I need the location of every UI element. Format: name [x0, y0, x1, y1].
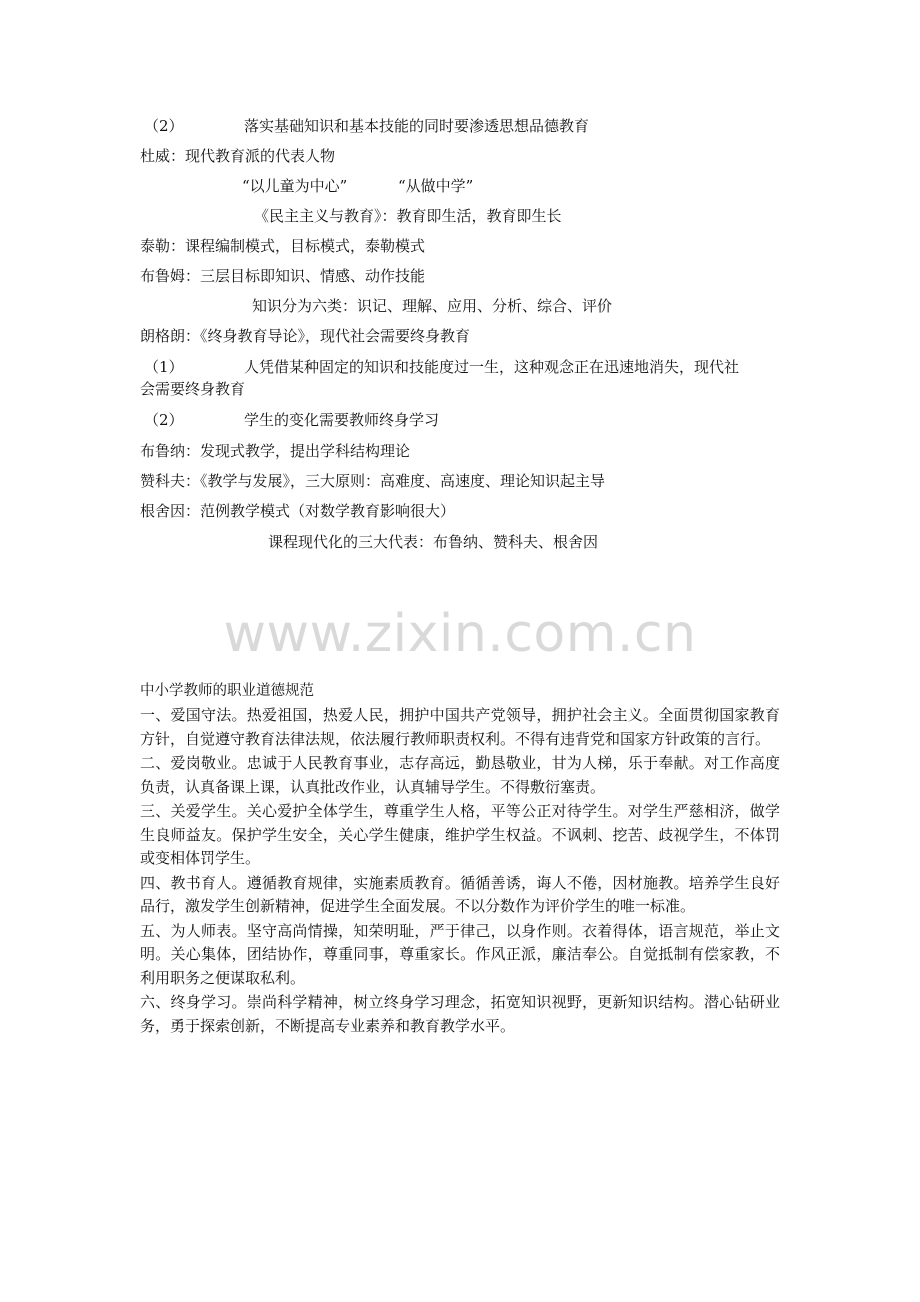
tyler-line: 泰勒：课程编制模式，目标模式，泰勒模式 — [140, 237, 426, 255]
lengrand-point-2-number: （2） — [144, 411, 184, 429]
code-item-teaching-and-educating: 四、教书育人。遵循教育规律，实施素质教育。循循善诱，诲人不倦，因材施教。培养学生良好品行，激发学生创新精神，促进学生全面发展。不以分数作为评价学生的唯一标准。 — [140, 873, 780, 915]
teacher-code-section — [140, 680, 780, 1039]
code-item-care-for-students: 三、关爱学生。关心爱护全体学生，尊重学生人格，平等公正对待学生。对学生严慈相济，做学生良师益友。保护学生安全，关心学生健康，维护学生权益。不讽刺、挖苦、歧视学生，不体罚或变相体罚学生。 — [140, 802, 780, 867]
section-heading: 中小学教师的职业道德规范 — [140, 683, 314, 699]
lengrand-point-1-text: 人凭借某种固定的知识和技能度过一生，这种观念正在迅速地消失，现代社 — [244, 358, 740, 376]
bloom-knowledge-line: 知识分为六类：识记、理解、应用、分析、综合、评价 — [252, 297, 613, 315]
watermark: www.zixin.com.cn — [223, 604, 697, 664]
lengrand-line: 朗格朗：《终身教育导论》，现代社会需要终身教育 — [140, 327, 471, 345]
dewey-slogan-child-centered: “以儿童为中心” — [242, 177, 348, 195]
point-2-text: 落实基础知识和基本技能的同时要渗透思想品德教育 — [244, 117, 590, 135]
code-item-role-model: 五、为人师表。坚守高尚情操，知荣明耻，严于律己，以身作则。衣着得体，语言规范，举止文明。关心集体，团结协作，尊重同事，尊重家长。作风正派，廉洁奉公。自觉抵制有偿家教，不利用职务之便谋取私利。 — [140, 921, 780, 987]
code-item-patriotic: 一、爱国守法。热爱祖国，热爱人民，拥护中国共产党领导，拥护社会主义。全面贯彻国家教育方针，自觉遵守教育法律法规，依法履行教师职责权利。不得有违背党和国家方针政策的言行。 — [140, 706, 780, 748]
curriculum-modernization-line: 课程现代化的三大代表：布鲁纳、赞科夫、根舍因 — [268, 533, 599, 551]
code-item-dedication: 二、爱岗敬业。忠诚于人民教育事业，志存高远，勤恳敬业，甘为人梯，乐于奉献。对工作高度负责，认真备课上课，认真批改作业，认真辅导学生。不得敷衍塞责。 — [140, 754, 780, 796]
bloom-line: 布鲁姆：三层目标即知识、情感、动作技能 — [140, 267, 426, 285]
dewey-slogan-learning-by-doing: “从做中学” — [398, 177, 474, 195]
point-2-number: （2） — [144, 117, 184, 135]
code-item-lifelong-learning: 六、终身学习。崇尚科学精神，树立终身学习理念，拓宽知识视野，更新知识结构。潜心钻研业务，勇于探索创新，不断提高专业素养和教育教学水平。 — [140, 993, 780, 1035]
bruner-line: 布鲁纳：发现式教学，提出学科结构理论 — [140, 442, 411, 460]
lengrand-point-1-number: （1） — [144, 358, 184, 376]
lengrand-point-2-text: 学生的变化需要教师终身学习 — [244, 411, 440, 429]
lengrand-point-1-continued: 会需要终身教育 — [140, 380, 246, 398]
dewey-book-line: 《民主主义与教育》：教育即生活，教育即生长 — [254, 207, 562, 225]
dewey-line: 杜威：现代教育派的代表人物 — [140, 147, 336, 165]
zankov-line: 赞科夫：《教学与发展》，三大原则：高难度、高速度、理论知识起主导 — [140, 472, 606, 490]
wagenschein-line: 根舍因：范例教学模式（对数学教育影响很大） — [140, 502, 456, 520]
